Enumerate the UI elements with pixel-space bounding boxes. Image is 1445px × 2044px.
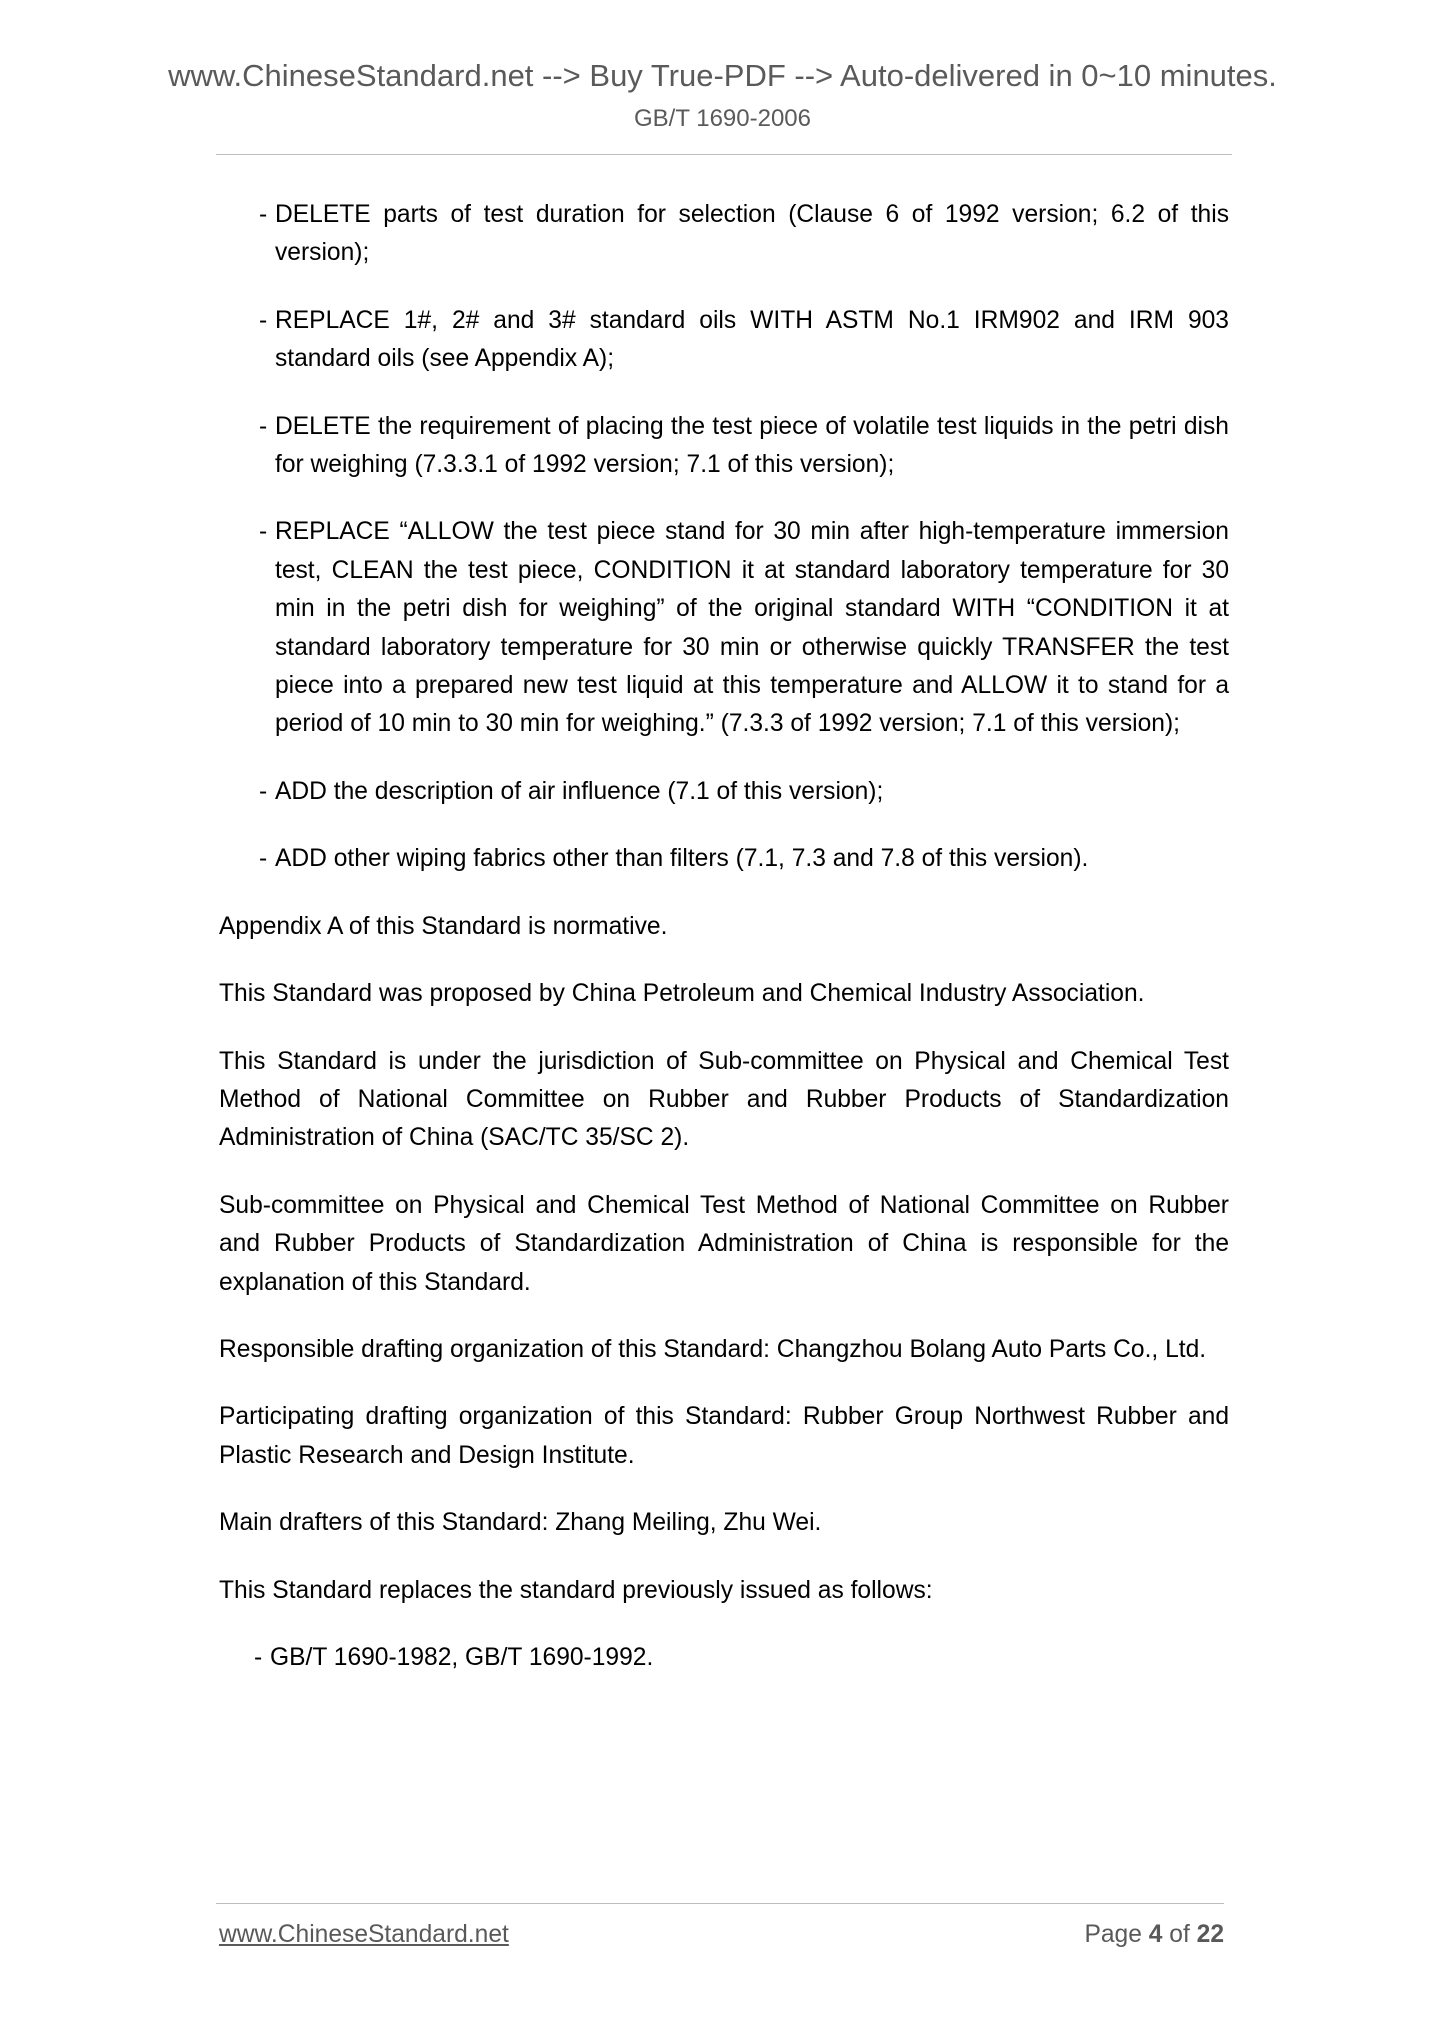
- replaces-paragraph: This Standard replaces the standard previously issued as follows:: [219, 1576, 933, 1604]
- change-item-text: ADD the description of air influence (7.1 of this version);: [275, 777, 884, 805]
- change-item-text: DELETE parts of test duration for selection (Clause 6 of 1992 version; 6.2 of this version);: [275, 201, 1229, 267]
- page-content: [219, 196, 1229, 1677]
- change-item: [219, 513, 1229, 743]
- change-item-text: REPLACE “ALLOW the test piece stand for 30 min after high-temperature immersion test, CLEAN the test piece, CONDITION it at standard laboratory temperature for 30 min in the petri dish for weighing” of the original standard WITH “CONDITION it at standard laboratory temperature for 30 min or otherwise quickly TRANSFER the test piece into a prepared new test liquid at this temperature and ALLOW it to stand for a period of 10 min to 30 min for weighing.” (7.3.3 of 1992 version; 7.1 of this version);: [275, 518, 1229, 738]
- top-banner: www.ChineseStandard.net --> Buy True-PDF --> Auto-delivered in 0~10 minutes.: [168, 58, 1277, 93]
- previous-editions-item: [219, 1639, 1229, 1677]
- drafters-paragraph: Main drafters of this Standard: Zhang Meiling, Zhu Wei.: [219, 1509, 822, 1537]
- change-item: [219, 196, 1229, 273]
- list-dash: -: [259, 518, 268, 546]
- list-dash: -: [259, 201, 268, 228]
- change-item-text: ADD other wiping fabrics other than filters (7.1, 7.3 and 7.8 of this version).: [275, 845, 1089, 873]
- change-item: [219, 302, 1229, 379]
- page-of: of: [1169, 1921, 1190, 1948]
- change-item: [219, 773, 1229, 811]
- list-dash: -: [259, 306, 268, 334]
- document-code: GB/T 1690-2006: [633, 105, 811, 132]
- appendix-paragraph: Appendix A of this Standard is normative.: [219, 912, 668, 940]
- previous-editions-text: GB/T 1690-1982, GB/T 1690-1992.: [270, 1643, 654, 1671]
- change-item: [219, 408, 1229, 485]
- footer-website-link[interactable]: www.ChineseStandard.net: [219, 1921, 509, 1948]
- header-divider: [216, 154, 1232, 155]
- page-total: 22: [1196, 1921, 1224, 1948]
- list-dash: -: [259, 412, 268, 440]
- list-dash: -: [254, 1643, 263, 1671]
- page-label: Page: [1084, 1921, 1142, 1948]
- participating-paragraph: Participating drafting organization of this Standard: Rubber Group Northwest Rubber and Plastic Research and Design Institute.: [219, 1403, 1229, 1469]
- list-dash: -: [259, 777, 268, 805]
- page-current: 4: [1148, 1921, 1163, 1948]
- change-item-text: REPLACE 1#, 2# and 3# standard oils WITH ASTM No.1 IRM902 and IRM 903 standard oils (see Appendix A);: [275, 306, 1229, 373]
- list-dash: -: [259, 845, 268, 873]
- change-item: [219, 840, 1229, 878]
- explanation-paragraph: Sub-committee on Physical and Chemical Test Method of National Committee on Rubber and Rubber Products of Standardization Administration of China is responsible for the explanation of this Standard.: [219, 1191, 1229, 1296]
- page-number: [1084, 1918, 1224, 1952]
- jurisdiction-paragraph: This Standard is under the jurisdiction of Sub-committee on Physical and Chemical Test Method of National Committee on Rubber and Rubber Products of Standardization Administration of China (SAC/TC 35/SC 2).: [219, 1047, 1229, 1152]
- responsible-paragraph: Responsible drafting organization of this Standard: Changzhou Bolang Auto Parts Co., Ltd.: [219, 1335, 1207, 1363]
- proposed-paragraph: This Standard was proposed by China Petroleum and Chemical Industry Association.: [219, 980, 1145, 1008]
- footer-divider: [216, 1903, 1224, 1904]
- change-item-text: DELETE the requirement of placing the test piece of volatile test liquids in the petri dish for weighing (7.3.3.1 of 1992 version; 7.1 of this version);: [275, 412, 1229, 479]
